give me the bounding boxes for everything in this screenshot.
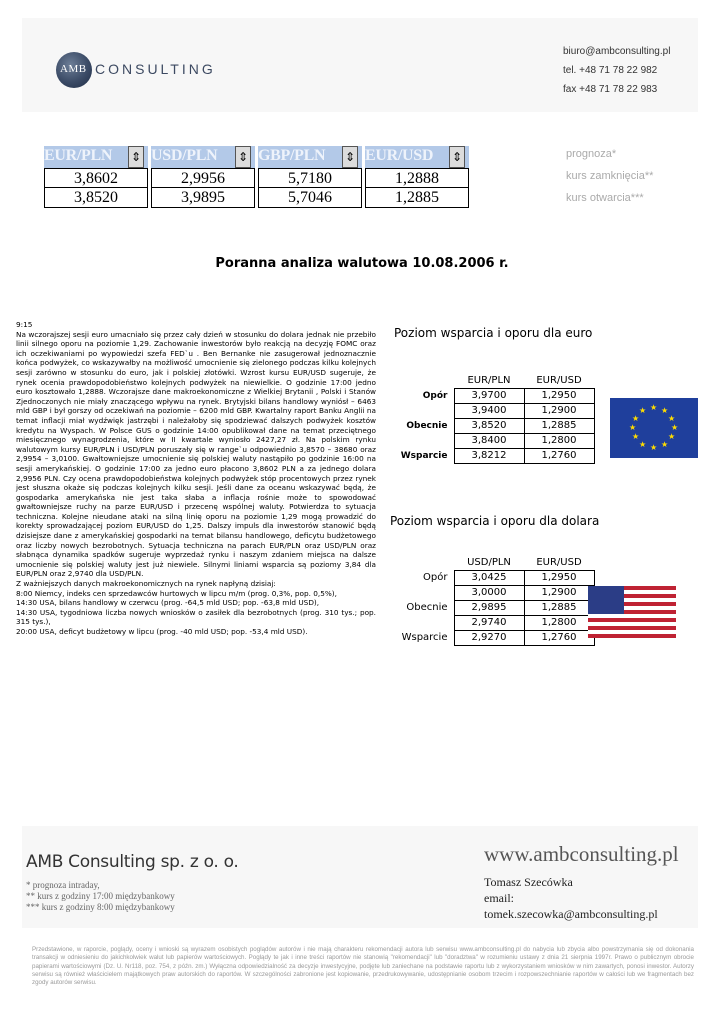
table-cell: 2,9740 [454,615,524,630]
legend-open: kurs otwarcia*** [566,192,644,204]
row-label [396,433,454,448]
footer-legend-item: * prognoza intraday, [26,880,100,890]
agenda-item: 14:30 USA, bilans handlowy w czerwcu (prog. -64,5 mld USD; pop. -63,8 mld USD), [16,598,320,608]
footer-author: Tomasz Szecówka [484,875,573,889]
currency-header [151,146,255,168]
currency-header [258,146,362,168]
us-flag-icon [588,586,676,638]
footer-company: AMB Consulting sp. z o. o. [26,852,239,872]
table-cell: 1,2900 [524,585,594,600]
contact-fax: fax +48 71 78 22 983 [563,84,658,95]
currency-box-gbppln [258,146,362,208]
column-header: EUR/USD [536,557,582,569]
currency-forecast: 3,8602 [44,168,148,188]
us-flag-canton [588,586,624,614]
table-cell: 3,8212 [454,448,524,463]
table-row [396,585,594,600]
table-cell: 3,0425 [454,570,524,585]
table-row [396,600,594,615]
table-cell: 3,0000 [454,585,524,600]
table-row [396,388,594,403]
table-cell: 3,8400 [454,433,524,448]
eu-flag-icon: ★ ★ ★ ★ ★ ★ ★ ★ ★ ★ ★ ★ [610,398,698,458]
table-row [396,570,594,585]
table-cell: 1,2885 [524,600,594,615]
table-cell: 1,2950 [524,570,594,585]
currency-forecast: 1,2888 [365,168,469,188]
up-down-arrow-icon: ⇕ [128,146,144,168]
table-cell: 1,2900 [524,403,594,418]
up-down-arrow-icon: ⇕ [449,146,465,168]
table-cell: 3,9700 [454,388,524,403]
table-cell: 1,2760 [524,448,594,463]
footer-email-label: email: [484,891,514,905]
row-label [396,615,454,630]
page-title: Poranna analiza walutowa 10.08.2006 r. [215,256,509,271]
column-header: EUR/PLN [467,375,511,387]
legend-close: kurs zamknięcia** [566,170,654,182]
euro-levels-table [396,374,595,464]
table-row [396,433,594,448]
currency-close: 3,9895 [151,188,255,208]
row-label: Obecnie [406,420,448,431]
table-cell: 2,9895 [454,600,524,615]
legend-forecast: prognoza* [566,148,617,160]
currency-pair: GBP/PLN [258,147,326,164]
dollar-section-title: Poziom wsparcia i oporu dla dolara [390,514,600,528]
currency-pair: EUR/USD [365,147,434,164]
table-cell: 1,2885 [524,418,594,433]
contact-email[interactable]: biuro@ambconsulting.pl [563,46,671,57]
currency-close: 3,8520 [44,188,148,208]
table-row [396,448,594,463]
agenda-item: 8:00 Niemcy, indeks cen sprzedawców hurtowych w lipcu m/m (prog. 0,3%, pop. 0,5%), [16,588,337,598]
up-down-arrow-icon: ⇕ [235,146,251,168]
rate-legend [566,143,653,209]
row-label: Obecnie [406,602,448,613]
table-row [396,615,594,630]
footer-legend-item: ** kurs z godziny 17:00 międzybankowy [26,891,175,901]
logo-text: AMB [60,63,87,75]
currency-close: 1,2885 [365,188,469,208]
analysis-text [16,320,376,637]
row-label: Opór [422,390,448,401]
table-row [396,418,594,433]
analysis-time: 9:15 [16,320,33,329]
row-label: Opór [423,572,448,583]
currency-close: 5,7046 [258,188,362,208]
currency-pair: USD/PLN [151,147,218,164]
table-row [396,403,594,418]
footer-email-link[interactable]: tomek.szecowka@ambconsulting.pl [484,907,658,921]
contact-block [563,42,670,99]
footer-legend-item: *** kurs z godziny 8:00 międzybankowy [26,902,175,912]
column-header: EUR/USD [536,375,582,387]
footer-website-link[interactable]: www.ambconsulting.pl [484,842,679,866]
currency-forecast: 5,7180 [258,168,362,188]
currency-box-eurusd [365,146,469,208]
footer-legend [26,880,175,913]
currency-pair: EUR/PLN [44,147,113,164]
currency-box-eurpln [44,146,148,208]
table-cell: 1,2800 [524,615,594,630]
agenda-intro: Z ważniejszych danych makroekonomicznych na rynek napłyną dzisiaj: [16,579,276,589]
column-header: USD/PLN [467,557,511,569]
table-cell: 1,2950 [524,388,594,403]
table-row [396,630,594,645]
disclaimer: Przedstawione, w raporcie, poglądy, oceny i wnioski są wyrazem osobistych poglądów autorów i nie mają charakteru rekomendacji autora lub serwisu www.ambconsulting.pl do nabycia lub zbycia albo powstrzymania się od dokonania transakcji w odniesieniu do jakichkolwiek walut lub papierów wartościowych. Poglądy te jak i inne treści raportów nie stanowią "rekomendacji" lub "doradztwa" w rozumieniu ustawy z dnia 21 sierpnia 1997r. Prawo o publicznym obrocie papierami wartościowymi (Dz. U. Nr118, poz. 754, z późn. zm.) Wyłączna odpowiedzialność za decyzje inwestycyjne, podjęte lub zaniechane na podstawie raportu lub z wykorzystaniem wniosków w nim zawartych, ponosi inwestor. Autorzy serwisu są również właścicielem majątkowych praw autorskich do raportów. W szczególności zabronione jest kopiowanie, przedrukowywanie, udostępnianie osobom trzecim i rozpowszechnianie raportów w całości lub we fragmentach bez zgody autorów serwisu. [32,946,694,987]
table-cell: 3,8520 [454,418,524,433]
currency-header [365,146,469,168]
agenda-item: 14:30 USA, tygodniowa liczba nowych wniosków o zasiłek dla bezrobotnych (prog. 310 tys.; pop. 315 tys.), [16,607,376,627]
table-cell: 3,9400 [454,403,524,418]
table-cell: 1,2760 [524,630,594,645]
analysis-body: Na wczorajszej sesji euro umacniało się przez cały dzień w stosunku do dolara jednak nie przebiło linii silnego oporu na poziomie 1,29. Zachowanie inwestorów było reakcją na decyzję FOMC oraz ich oczekiwaniami po wypowiedzi szefa FED`u . Ben Bernanke nie zasugerował jednoznacznie końca podwyżek, co wskazywałby na możliwość umocnienie się zielonego podczas kilku kolejnych sesji zarówno w stosunku do euro, jak i polskiej złotówki. Wzrost kursu EUR/USD sugeruje, że rynek ocenia prawdopodobieństwo kolejnych podwyżek na niewielkie. O godzinie 17:00 jedno euro kosztowało 1,2888. Wczorajsze dane makroekonomiczne z Wielkiej Brytanii , Polski i Stanów Zjednoczonych nie miały znaczącego wpływu na rynek. Brytyjski bilans handlowy wyniósł – 6463 mld GBP i był gorszy od oczekiwań na poziomie – 6200 mld GBP. Kwartalny raport Banku Anglii na temat inflacji miał wydźwięk jastrzębi i należałoby się spodziewać dalszych podwyżek kosztów kredytu na Wyspach. W Polsce GUS o godzinie 14:00 opublikował dane na temat przeciętnego miesięcznego wynagrodzenia, które w II kwartale wyniosło 2427,27 zł. Na polskim rynku walutowym kursy EUR/PLN i USD/PLN poruszały się w range`u odpowiednio 3,8570 – 38680 oraz 2,9954 – 3,0100. Gwałtowniejsze umocnienie się polskiej waluty nastąpiło po godzinie 16:00 na sesji amerykańskiej. O godzinie 17:00 za jedno euro płacono 3,8602 PLN a za jednego dolara 2,9956 PLN. Czy ocena prawdopodobieństwa kolejnych podwyżek stóp procentowych przez rynek jest słuszna okaże się podczas kolejnych kilku sesji. Jeśli dane za oceanu wskazywać będą, że gospodarka amerykańska nie jest taka słaba a inflacja rośnie może to spowodować gwałtowniejsze ruchy na parze EUR/USD i przecenę wspólnej waluty. Potwierdza to sytuacja techniczna. Kolejne nieudane ataki na silną linię oporu na poziomie 1,29 mogą prowadzić do korekty sprowadzającej poziom EUR/USD do 1,25. Dalszy impuls dla inwestorów stanowić będą dzisiejsze dane z amerykańskiej gospodarki na temat bilansu handlowego, deficytu budżetowego oraz liczby nowych bezrobotnych. Sytuacja techniczna na parach EUR/PLN oraz USD/PLN oraz słabnąca dynamika spadków sugeruje wyprzedaż rynku i naszym zdaniem miejsca na dalsze umocnienie się polskiej waluty jest już niewiele. Silnymi liniami wsparcia są poziomy 3,84 dla EUR/PLN oraz 2,9740 dla USD/PLN. [16,329,376,579]
logo-brand: CONSULTING [95,61,216,77]
table-cell: 1,2800 [524,433,594,448]
currency-header [44,146,148,168]
agenda-item: 20:00 USA, deficyt budżetowy w lipcu (prog. -40 mld USD; pop. -53,4 mld USD). [16,627,308,636]
dollar-levels-table [396,556,595,646]
row-label: Wsparcie [400,450,448,461]
currency-forecast: 2,9956 [151,168,255,188]
euro-section-title: Poziom wsparcia i oporu dla euro [394,326,593,340]
up-down-arrow-icon: ⇕ [342,146,358,168]
contact-tel: tel. +48 71 78 22 982 [563,65,658,76]
currency-box-usdpln [151,146,255,208]
footer-contact [484,874,658,922]
table-cell: 2,9270 [454,630,524,645]
row-label [396,403,454,418]
row-label: Wsparcie [401,632,448,643]
row-label [396,585,454,600]
